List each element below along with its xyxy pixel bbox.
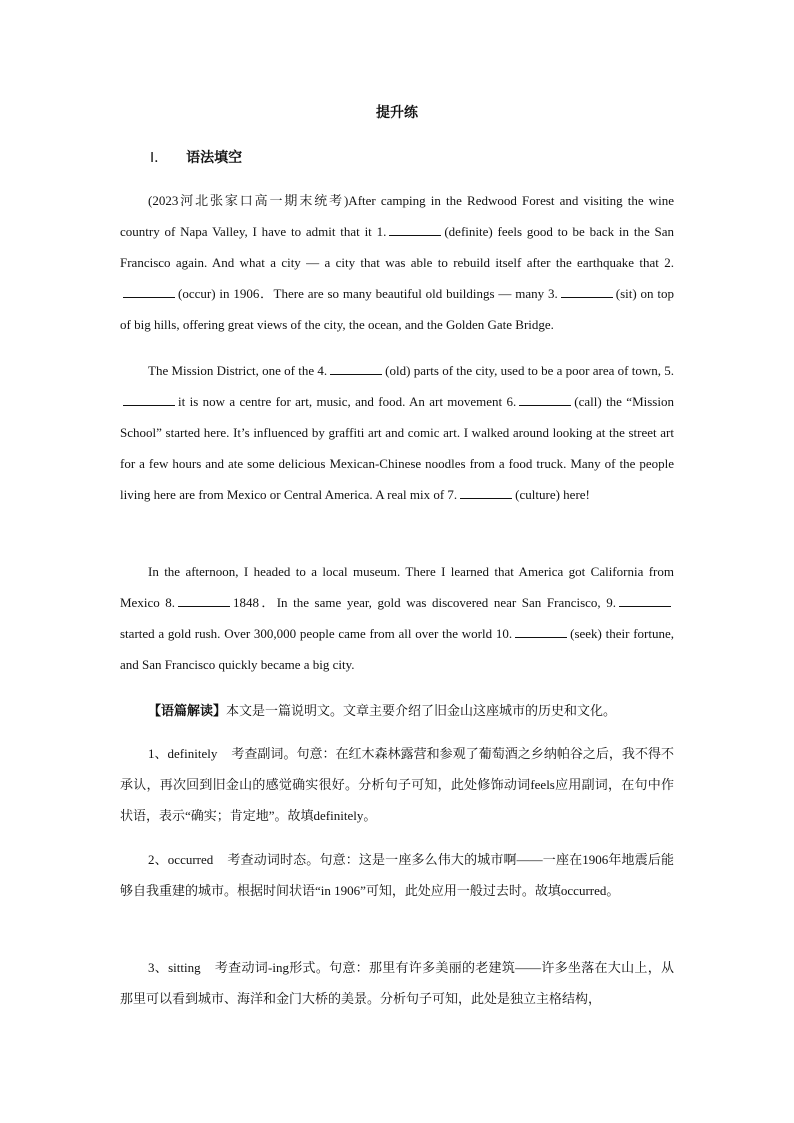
blank-3 xyxy=(561,285,613,298)
passage-text: started a gold rush. Over 300,000 people came from all over the world 10. xyxy=(120,626,513,641)
blank-1 xyxy=(389,223,441,236)
blank-4 xyxy=(330,362,382,375)
passage-text: (occur) in 1906．There are so many beautiful old buildings — many 3. xyxy=(178,286,558,301)
analysis-item-1 xyxy=(120,738,674,831)
section-label: 语法填空 xyxy=(186,150,243,166)
answer-explanation: 考查副词。句意：在红木森林露营和参观了葡萄酒之乡纳帕谷之后，我不得不承认，再次回到旧金山的感觉确实很好。分析句子可知，此处修饰动词feels应用副词，在句中作状语，表示“确实；肯定地”。故填definitely。 xyxy=(120,746,674,823)
answer-key: 3、sitting xyxy=(148,960,201,975)
passage-text: The Mission District, one of the 4. xyxy=(148,363,328,378)
blank-2 xyxy=(123,285,175,298)
passage-text: (2023河北张家口高一期末统考)After camping in the Redwood Forest and visiting the wine country of Napa Valley, I have to admit that it 1. xyxy=(120,193,674,239)
passage-text: In the afternoon, I headed to a local museum. There I learned that America got California from Mexico 8. xyxy=(120,564,674,610)
analysis-item-2 xyxy=(120,844,674,906)
blank-10 xyxy=(515,625,567,638)
blank-8 xyxy=(178,594,230,607)
passage-paragraph-3 xyxy=(120,556,674,680)
passage-text: (seek) their fortune, and San Francisco quickly became a big city. xyxy=(120,626,675,672)
analysis-item-3 xyxy=(120,952,674,1014)
blank-7 xyxy=(460,486,512,499)
passage-text: it is now a centre for art, music, and food. An art movement 6. xyxy=(178,394,517,409)
answer-key: 2、occurred xyxy=(148,852,214,867)
analysis-tag: 【语篇解读】 xyxy=(148,704,227,719)
section-number: Ⅰ． xyxy=(150,151,169,166)
answer-explanation: 考查动词-ing形式。句意：那里有许多美丽的老建筑——许多坐落在大山上，从那里可以看到城市、海洋和金门大桥的美景。分析句子可知，此处是独立主格结构， xyxy=(120,960,674,1006)
passage-text: (culture) here! xyxy=(515,487,590,502)
passage-text: (definite) feels good to be back in the San Francisco again. And what a city — a city that was able to rebuild itself after the earthquake that 2. xyxy=(120,224,675,270)
answer-explanation: 考查动词时态。句意：这是一座多么伟大的城市啊——一座在1906年地震后能够自我重建的城市。根据时间状语“in 1906”可知，此处应用一般过去时。故填occurred。 xyxy=(120,852,674,898)
passage-paragraph-2 xyxy=(120,355,674,510)
analysis-intro xyxy=(120,695,674,727)
answer-key: 1、definitely xyxy=(148,746,218,761)
section-heading xyxy=(150,147,242,167)
blank-9 xyxy=(619,594,671,607)
analysis-intro-text: 本文是一篇说明文。文章主要介绍了旧金山这座城市的历史和文化。 xyxy=(226,703,617,718)
passage-text: (sit) on top of big hills, offering great views of the city, the ocean, and the Golden Gate Bridge. xyxy=(120,286,674,332)
passage-paragraph-1 xyxy=(120,185,674,340)
page-title: 提升练 xyxy=(376,105,418,121)
passage-text: (call) the “Mission School” started here. It’s influenced by graffiti art and comic art. I walked around looking at the street art for a few hours and ate some delicious Mexican-Chinese noodles from a food truck. Many of the people living here are from Mexico or Central America. A real mix of 7. xyxy=(120,394,674,502)
passage-text: (old) parts of the city, used to be a poor area of town, 5. xyxy=(385,363,674,378)
passage-text: 1848．In the same year, gold was discovered near San Francisco, 9. xyxy=(233,595,616,610)
blank-6 xyxy=(519,393,571,406)
blank-5 xyxy=(123,393,175,406)
